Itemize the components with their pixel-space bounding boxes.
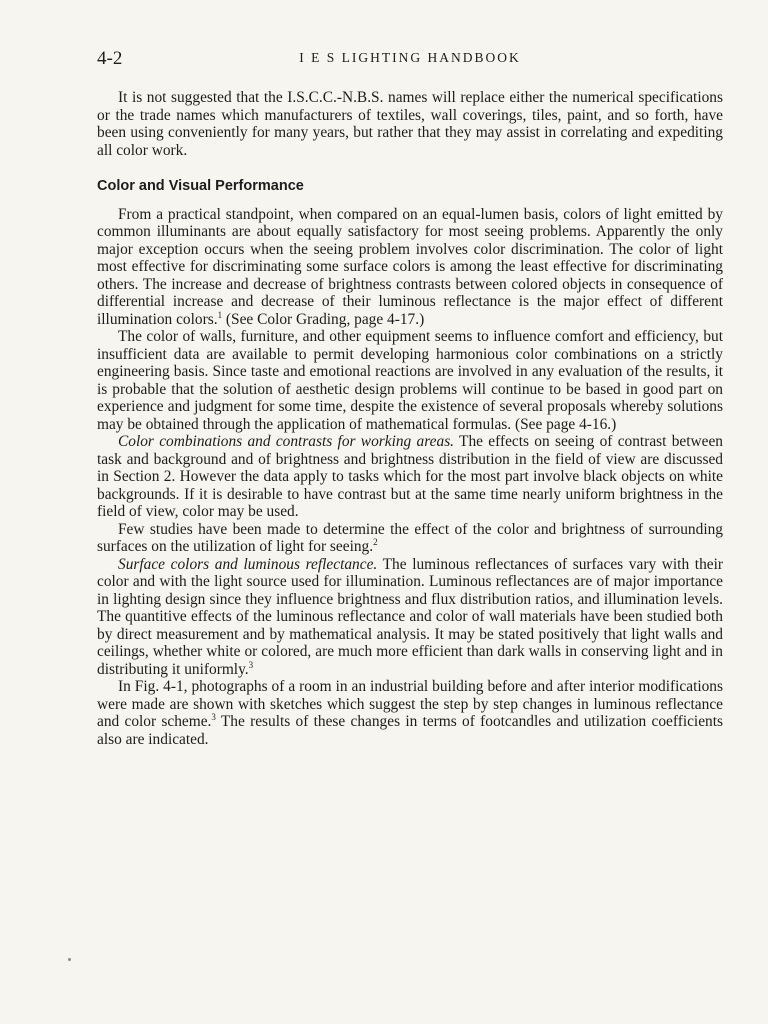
page-header <box>97 48 723 69</box>
paragraph-color-of-walls: The color of walls, furniture, and other equipment seems to influence comfort and efficiency, but insufficient data are available to permit developing harmonious color combinations on a strictly engineering basis. Since taste and emotional reactions are involved in any evaluation of the results, it is probable that the solution of aesthetic design problems will continue to be based in good part on experience and judgment for some time, despite the existence of several proposals whereby solutions may be obtained through the application of mathematical formulas. (See page 4-16.) <box>97 328 723 433</box>
footnote-ref: 2 <box>373 537 378 547</box>
paragraph-text: The effects on seeing of contrast between task and background and of brightness and brightness distribution in the field of view are discussed in Section 2. However the data apply to tasks which for the most part involve black objects on white backgrounds. If it is desirable to have contrast but at the same time nearly uniform brightness in the field of view, color may be used. <box>97 433 723 520</box>
footnote-ref: 3 <box>211 712 216 722</box>
paragraph-text: (See Color Grading, page 4-17.) <box>222 310 425 328</box>
paragraph-surface-colors <box>97 556 723 679</box>
paragraph-color-combinations <box>97 433 723 521</box>
paragraph-text: In Fig. 4-1, photographs of a room in an industrial building before and after interior modifications were made are shown with sketches which suggest the step by step changes in luminous reflectance and color scheme. <box>97 678 723 730</box>
running-head: I E S LIGHTING HANDBOOK <box>299 50 521 65</box>
page-number: 4-2 <box>97 48 123 69</box>
run-in-heading: Surface colors and luminous reflectance. <box>118 555 378 573</box>
paragraph-text: The luminous reflectances of surfaces vary with their color and with the light source used for illumination. Luminous reflectances are of major importance in lighting design since they influence brightness and flux distribution ratios, and illumination levels. The quantitive effects of the luminous reflectance and color of wall materials have been studied both by direct measurement and by mathematical analysis. It may be stated positively that light walls and ceilings, whether white or colored, are much more efficient than dark walls in conserving light and in distributing it uniformly. <box>97 555 723 678</box>
paragraph-few-studies <box>97 521 723 556</box>
footnote-ref: 1 <box>217 309 223 320</box>
paragraph-fig-4-1 <box>97 678 723 748</box>
footnote-ref: 3 <box>248 659 254 670</box>
page-body <box>97 89 723 748</box>
paragraph-text: From a practical standpoint, when compared on an equal-lumen basis, colors of light emitted by common illuminants are about equally satisfactory for most seeing problems. Apparently the only major exception occurs when the seeing problem involves color discrimination. The color of light most effective for discriminating some surface colors is among the least effective for discriminating others. The increase and decrease of brightness contrasts between colored objects in consequence of differential increase and decrease of their luminous reflectance is the major effect of different illumination colors. <box>97 205 723 328</box>
scan-speck <box>68 958 71 961</box>
section-heading: Color and Visual Performance <box>97 178 304 194</box>
intro-paragraph: It is not suggested that the I.S.C.C.-N.B.S. names will replace either the numerical specifications or the trade names which manufacturers of textiles, wall coverings, tiles, paint, and so forth, have been using conveniently for many years, but rather that they may assist in correlating and expediting all color work. <box>97 89 723 159</box>
paragraph-practical-standpoint <box>97 206 723 329</box>
paragraph-text: The results of these changes in terms of footcandles and utilization coefficients also are indicated. <box>97 713 723 748</box>
run-in-heading: Color combinations and contrasts for working areas. <box>118 433 455 450</box>
paragraph-text: Few studies have been made to determine the effect of the color and brightness of surrounding surfaces on the utilization of light for seeing. <box>97 520 723 555</box>
